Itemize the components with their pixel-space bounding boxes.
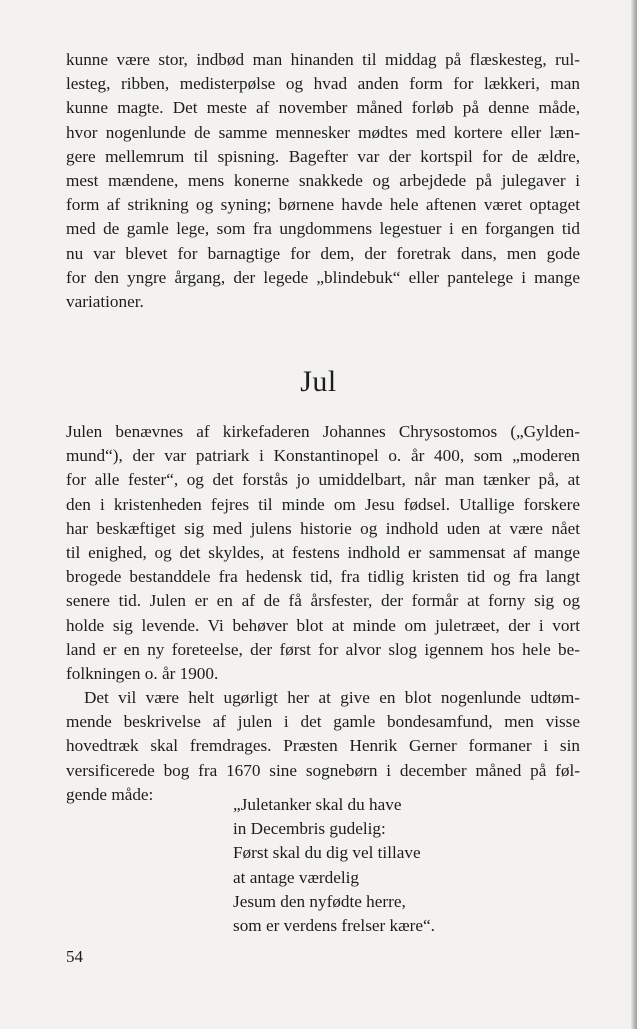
text-line: nu var blevet for barnagtige for dem, der foretrak dans, men gode <box>66 243 580 263</box>
text-line: gende måde: <box>66 784 154 804</box>
text-line: gere mellemrum til spisning. Bagefter var der kortspil for de ældre, <box>66 146 580 166</box>
verse-line: Jesum den nyfødte herre, <box>233 891 406 911</box>
text-line: kunne være stor, indbød man hinanden til middag på flæskesteg, rul- <box>66 50 580 69</box>
paragraph-gerner <box>66 686 580 807</box>
verse-line: at antage værdelig <box>233 867 359 887</box>
verse-quote <box>233 793 435 938</box>
text-line: Julen benævnes af kirkefaderen Johannes Chrysostomos („Gylden- <box>66 422 580 441</box>
text-line: den i kristenheden fejres til minde om Jesu fødsel. Utallige forskere <box>66 494 580 514</box>
text-line: har beskæftiget sig med julens historie og indhold uden at være nået <box>66 518 580 538</box>
text-line: hvor nogenlunde de samme mennesker mødtes med kortere eller læn- <box>66 122 580 142</box>
section-heading: Jul <box>300 365 337 398</box>
page-number: 54 <box>66 947 83 966</box>
text-line: Det vil være helt ugørligt her at give en blot nogenlunde udtøm- <box>84 688 580 707</box>
text-line: land er en ny foreteelse, der først for alvor slog igennem hos hele be- <box>66 639 580 659</box>
page-edge-shadow <box>631 0 637 1029</box>
verse-line: som er verdens frelser kære“. <box>233 915 435 935</box>
text-line: for alle fester“, og det forstås jo umiddelbart, når man tænker på, at <box>66 470 580 490</box>
verse-line: „Juletanker skal du have <box>233 795 402 814</box>
text-line: til enighed, og det skyldes, at festens indhold er sammensat af mange <box>66 542 580 562</box>
text-line: mende beskrivelse af julen i det gamle bondesamfund, men visse <box>66 712 580 732</box>
text-line: form af strikning og syning; børnene havde hele aftenen været optaget <box>66 195 580 215</box>
paragraph-julen <box>66 420 580 686</box>
verse-line: in Decembris gudelig: <box>233 819 386 839</box>
text-line: lesteg, ribben, medisterpølse og hvad anden form for lækkeri, man <box>66 74 580 94</box>
text-line: mest mændene, mens konerne snakkede og arbejdede på julegaver i <box>66 170 580 190</box>
text-line: med de gamle lege, som fra ungdommens legestuer i en forgangen tid <box>66 219 580 239</box>
verse-line: Først skal du dig vel tillave <box>233 843 421 863</box>
text-line: senere tid. Julen er en af de få årsfester, der formår at forny sig og <box>66 591 580 611</box>
text-line: versificerede bog fra 1670 sine sognebørn i december måned på føl- <box>66 760 580 780</box>
continued-paragraph <box>66 48 580 314</box>
text-line: kunne magte. Det meste af november måned forløb på denne måde, <box>66 98 580 118</box>
text-line: brogede bestanddele fra hedensk tid, fra tidlig kristen tid og fra langt <box>66 567 580 587</box>
text-line: folkningen o. år 1900. <box>66 663 219 683</box>
text-line: variationer. <box>66 291 144 311</box>
text-line: holde sig levende. Vi behøver blot at minde om juletræet, der i vort <box>66 615 580 635</box>
text-line: for den yngre årgang, der legede „blindebuk“ eller pantelege i mange <box>66 267 580 287</box>
text-line: mund“), der var patriark i Konstantinopel o. år 400, som „moderen <box>66 446 580 466</box>
text-line: hovedtræk skal fremdrages. Præsten Henrik Gerner formaner i sin <box>66 736 580 756</box>
